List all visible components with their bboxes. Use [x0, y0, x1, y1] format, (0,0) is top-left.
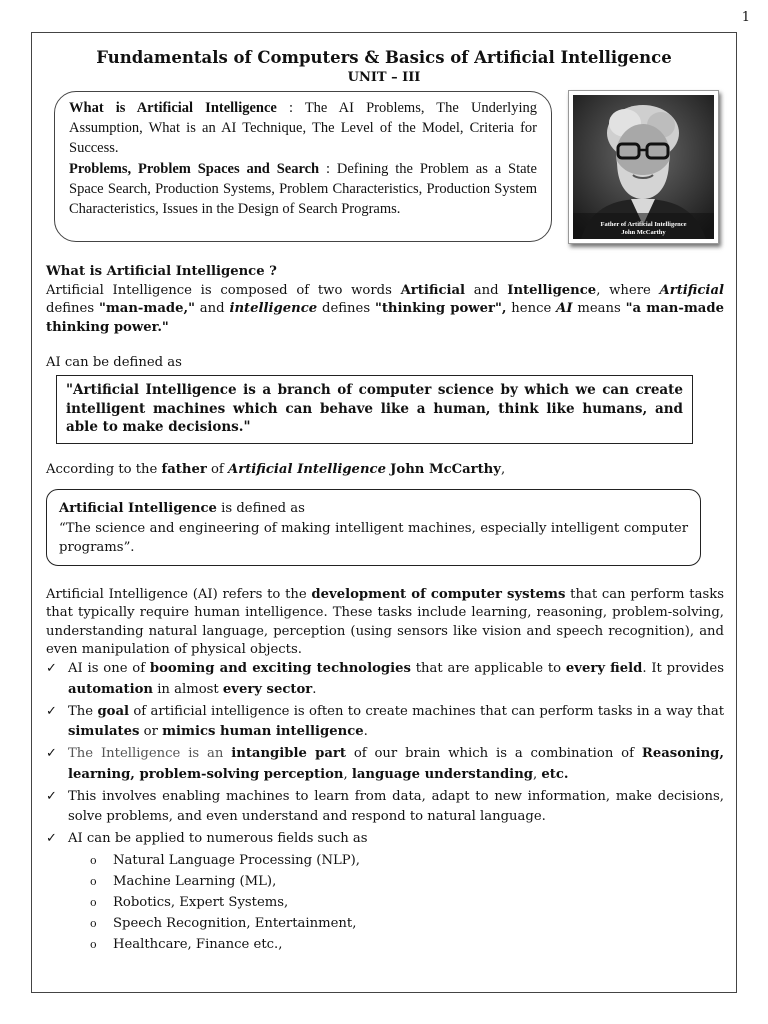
bullet-item: ✓ The Intelligence is an intangible part of our brain which is a combination of Reasoning, learning, problem-solving perception, language understanding, etc. [46, 746, 724, 782]
syllabus-part1-body: : The AI Problems, The Underlying Assumption, What is an AI Technique, The Level of the Model, Criteria for Success. [69, 100, 537, 157]
bullet-item: ✓ AI is one of booming and exciting technologies that are applicable to every field. It provides automation in almost every sector. [46, 661, 725, 697]
checkmark-icon: ✓ [46, 746, 58, 761]
list-item: o Speech Recognition, Entertainment, [90, 913, 724, 934]
bullet-item: ✓ AI can be applied to numerous fields such as o Natural Language Processing (NLP), o Machine Learning (ML), o Robotics, Expert Systems, o Speech Recognition, Entertainment, o Healthcare, Finance etc., [46, 829, 724, 955]
mccarthy-definition-box [46, 489, 701, 566]
list-item: o Robotics, Expert Systems, [90, 892, 724, 913]
checkmark-icon: ✓ [46, 788, 58, 804]
intro-heading: What is Artificial Intelligence ? [46, 264, 277, 279]
list-item: o Machine Learning (ML), [90, 871, 724, 892]
mccarthy-box-intro: is defined as [216, 501, 305, 516]
syllabus-box [54, 91, 552, 242]
list-item: o Natural Language Processing (NLP), [90, 850, 724, 871]
list-item: o Healthcare, Finance etc., [90, 934, 724, 955]
portrait-caption-line2: John McCarthy [621, 229, 666, 236]
mccarthy-quote: “The science and engineering of making intelligent machines, especially intelligent computer programs”. [59, 520, 688, 555]
portrait-caption [573, 221, 714, 237]
mccarthy-box-term: Artificial Intelligence [59, 501, 217, 516]
portrait-caption-line1: Father of Artificial Intelligence [600, 221, 687, 228]
circle-bullet-icon: o [90, 853, 97, 867]
checkmark-icon: ✓ [46, 661, 58, 676]
circle-bullet-icon: o [90, 916, 97, 930]
ai-paragraph: Artificial Intelligence (AI) refers to the development of computer systems that can perform tasks that typically require human intelligence. These tasks include learning, reasoning, problem-solving, understanding natural language, perception (using sensors like vision and speech recognition), and even manipulation of physical objects. [46, 587, 724, 657]
intro-section [46, 263, 724, 337]
page-number: 1 [741, 10, 750, 25]
bullet-item: ✓ The goal of artificial intelligence is often to create machines that can perform tasks in a way that simulates or mimics human intelligence. [46, 703, 724, 739]
portrait-image [573, 95, 714, 239]
definition-box: "Artificial Intelligence is a branch of computer science by which we can create intelligent machines which can behave like a human, think like humans, and able to make decisions." [56, 375, 693, 444]
portrait-photo [568, 90, 719, 244]
ai-bullet-list [46, 659, 724, 956]
checkmark-icon: ✓ [46, 703, 58, 719]
syllabus-part2-heading: Problems, Problem Spaces and Search [69, 160, 320, 177]
circle-bullet-icon: o [90, 937, 97, 951]
unit-label: UNIT – III [347, 70, 421, 85]
bullet-item: ✓ This involves enabling machines to learn from data, adapt to new information, make decisions, solve problems, and even understand and respond to natural language. [46, 788, 724, 824]
intro-text: Artificial Intelligence is composed of two words Artificial and Intelligence, where Artificial defines "man-made," and intelligence defines "thinking power", hence AI means "a man-made thinking power." [46, 282, 724, 335]
syllabus-part1-heading: What is Artificial Intelligence [69, 100, 277, 116]
syllabus-part2-body: : Defining the Problem as a State Space Search, Production Systems, Problem Characteristics, Production System Characteristics, Issues in the Design of Search Programs. [69, 160, 537, 218]
mccarthy-line: According to the father of Artificial Intelligence John McCarthy, [46, 462, 506, 477]
document-title: Fundamentals of Computers & Basics of Artificial Intelligence [96, 48, 672, 67]
circle-bullet-icon: o [90, 895, 97, 909]
page-frame [31, 32, 737, 993]
checkmark-icon: ✓ [46, 831, 58, 846]
defined-as-line: AI can be defined as [46, 355, 182, 370]
circle-bullet-icon: o [90, 874, 97, 888]
fields-list [68, 850, 724, 955]
